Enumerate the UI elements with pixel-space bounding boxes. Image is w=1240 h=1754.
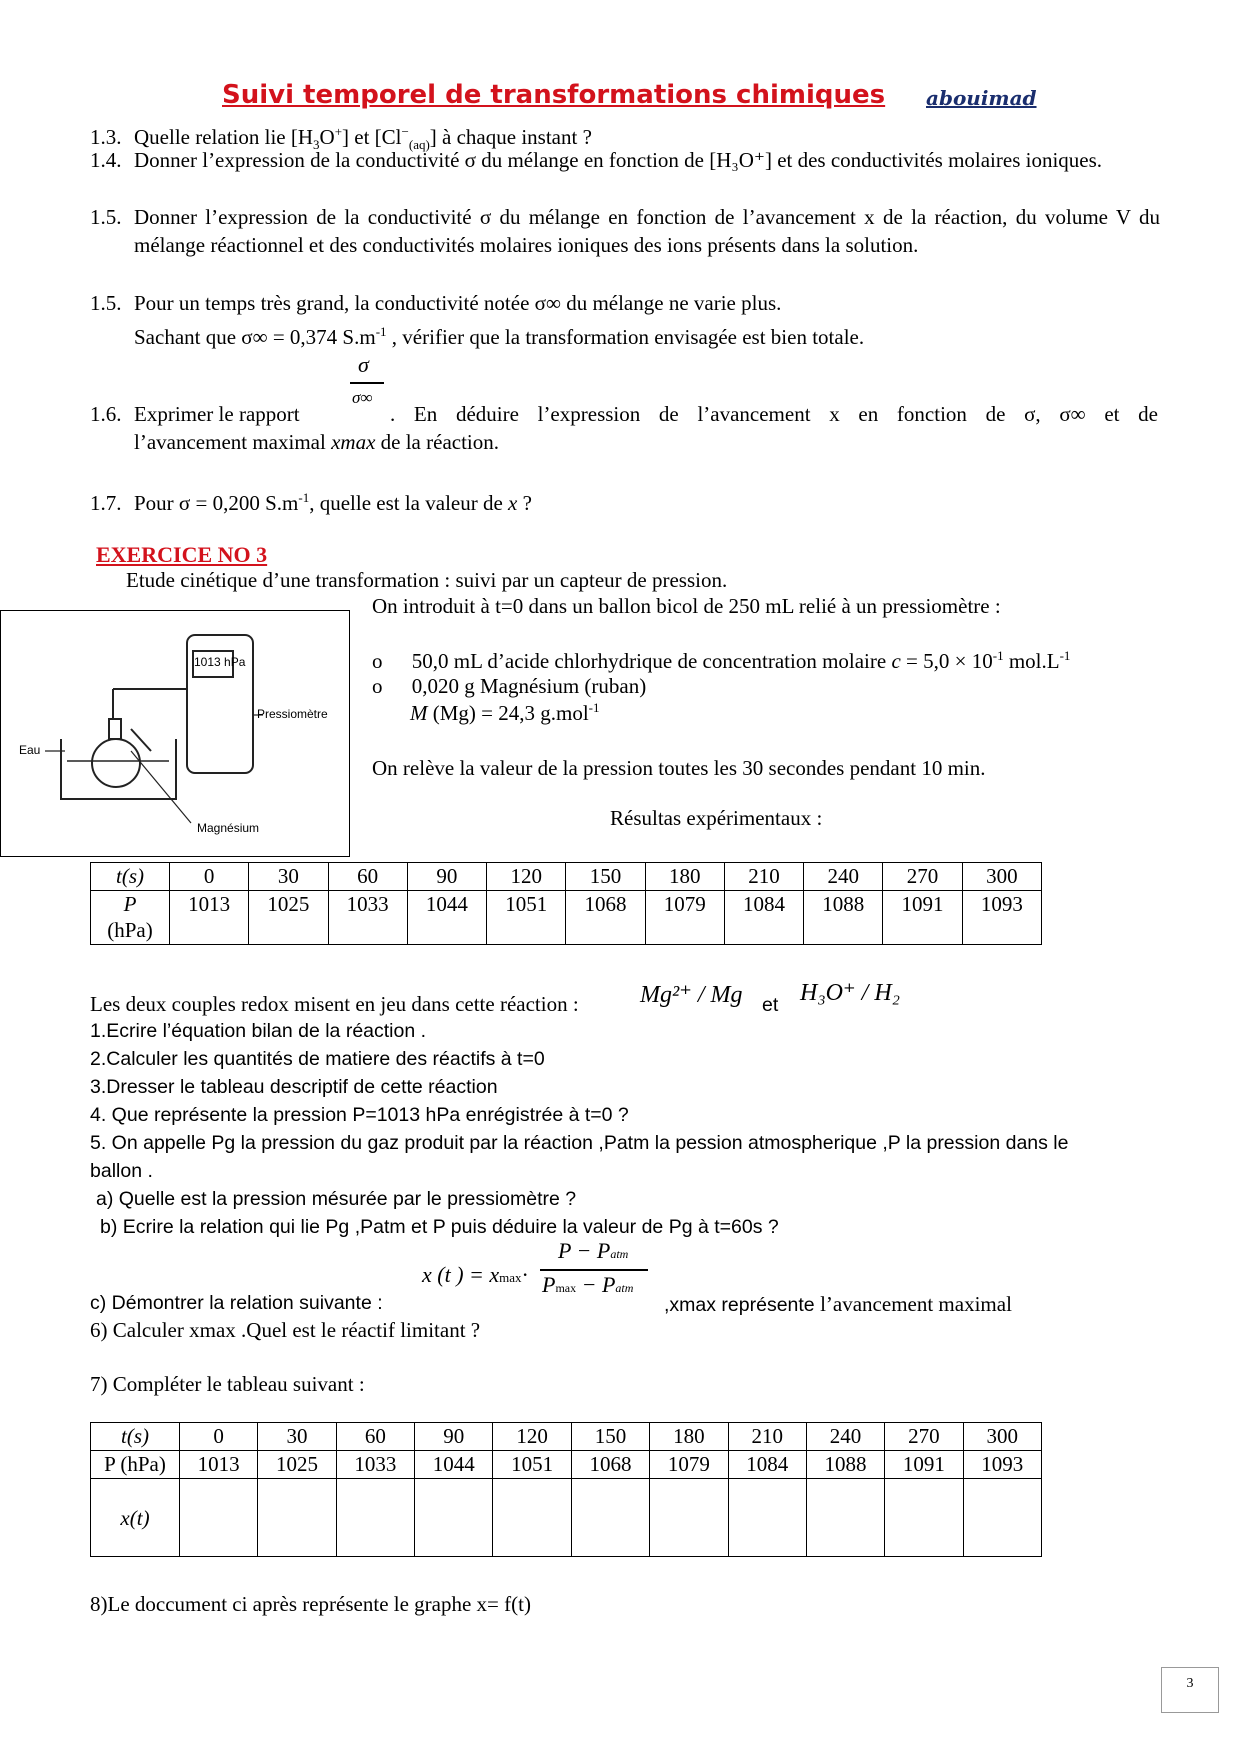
row-label-p-unit: (hPa): [107, 918, 153, 942]
page-number: 3: [1161, 1667, 1219, 1713]
q13-sub2: (aq): [408, 137, 430, 153]
table-cell: 1079: [650, 1451, 728, 1479]
formula-num-sub: atm: [610, 1247, 629, 1261]
redox-et: et: [762, 994, 779, 1016]
q17-c: ?: [517, 491, 532, 515]
question-number: 1.3.: [90, 125, 122, 149]
question-8: 8)Le doccument ci après représente le graphe x= f(t): [90, 1592, 531, 1616]
empty-cell[interactable]: [571, 1479, 649, 1557]
table-cell: 1013: [180, 1451, 258, 1479]
question-1-5b-line1: Pour un temps très grand, la conductivité notée σ∞ du mélange ne varie plus.: [134, 291, 782, 315]
bullet1-c: c: [891, 649, 901, 673]
bullet-hcl: [372, 648, 1070, 674]
formula-numerator: [558, 1238, 628, 1264]
empty-cell[interactable]: [963, 1479, 1041, 1557]
bullet1-sup1: -1: [992, 648, 1004, 663]
formula-den-sub1: max: [555, 1281, 577, 1295]
label-eau: Eau: [19, 743, 41, 757]
question-5-line2: ballon .: [90, 1160, 153, 1182]
table-cell: 1091: [883, 891, 962, 945]
label-pressiometre: Pressiomètre: [257, 707, 328, 721]
question-2: 2.Calculer les quantités de matiere des réactifs à t=0: [90, 1048, 545, 1070]
apparatus-figure: [0, 610, 350, 857]
table-cell: 1068: [571, 1451, 649, 1479]
flask-neck: [109, 719, 121, 739]
question-5b: b) Ecrire la relation qui lie Pg ,Patm et P puis déduire la valeur de Pg à t=60s ?: [100, 1216, 779, 1238]
measurement-text: On relève la valeur de la pression toutes les 30 secondes pendant 10 min.: [372, 756, 986, 780]
redox-couple-mg: Mg²⁺ / Mg: [640, 982, 743, 1008]
q13-text-b: O: [319, 125, 335, 149]
ratio-fraction-bar: [350, 382, 384, 384]
question-1-4-number: 1.4.: [90, 148, 122, 172]
question-1-6-number: 1.6.: [90, 402, 122, 426]
row-label-p: P (hPa): [91, 1451, 180, 1479]
question-5c-tail: [664, 1292, 1012, 1317]
bullet2-text: 0,020 g Magnésium (ruban): [411, 674, 647, 698]
q5c-tail-b: l’avancement maximal: [820, 1292, 1012, 1316]
table-cell: 1033: [336, 1451, 414, 1479]
table-cell: 300: [962, 863, 1041, 891]
question-1-5a-text: Donner l’expression de la conductivité σ du mélange en fonction de l’avancement x de la réaction, du volume V du mélange réactionnel et des conductivités molaires ioniques des ions présents dans la solution.: [134, 205, 1160, 257]
q16-line2-b: de la réaction.: [375, 430, 500, 454]
table-cell: 120: [493, 1423, 571, 1451]
table-cell: 60: [336, 1423, 414, 1451]
row-label-t: t(s): [91, 1423, 180, 1451]
table-cell: 0: [170, 863, 249, 891]
table-row: [91, 891, 1042, 945]
table-cell: 1093: [962, 891, 1041, 945]
table-cell: 1044: [415, 1451, 493, 1479]
table-cell: 1088: [804, 891, 883, 945]
bullet1-a: 50,0 mL d’acide chlorhydrique de concentration molaire: [411, 649, 892, 673]
table-cell: 1051: [493, 1451, 571, 1479]
question-1-5a-number: 1.5.: [90, 205, 122, 229]
empty-cell[interactable]: [180, 1479, 258, 1557]
formula-den-p: P: [542, 1272, 556, 1297]
author-brand: abouimad: [926, 86, 1037, 110]
q13-sup1: +: [334, 124, 343, 139]
table-cell: 240: [806, 1423, 884, 1451]
table-cell: 1091: [885, 1451, 963, 1479]
bullet-icon: o: [372, 674, 383, 698]
table-cell: 1084: [728, 1451, 806, 1479]
molar-mass-value: (Mg) = 24,3 g.mol: [427, 701, 589, 725]
table-cell: 180: [645, 863, 724, 891]
q13-sub1: 3: [313, 137, 320, 153]
table-cell: 90: [415, 1423, 493, 1451]
q17-b: , quelle est la valeur de: [309, 491, 509, 515]
table-cell: 1079: [645, 891, 724, 945]
question-5c: c) Démontrer la relation suivante :: [90, 1292, 383, 1314]
table-cell: 210: [724, 863, 803, 891]
ratio-denominator: σ∞: [352, 388, 373, 407]
table-cell: 1025: [249, 891, 328, 945]
empty-cell[interactable]: [258, 1479, 336, 1557]
bullet1-unit: mol.L: [1003, 649, 1060, 673]
table-cell: 1044: [407, 891, 486, 945]
table-row: [91, 863, 1042, 891]
exercise-heading: EXERCICE NO 3: [96, 542, 268, 567]
q15b-line2-b: , vérifier que la transformation envisagée est bien totale.: [386, 325, 865, 349]
table-cell: 210: [728, 1423, 806, 1451]
table-cell: 0: [180, 1423, 258, 1451]
table-cell: 30: [249, 863, 328, 891]
table-cell: 1088: [806, 1451, 884, 1479]
apparatus-diagram: [1, 611, 349, 856]
table-cell: 1084: [724, 891, 803, 945]
table-cell: 1033: [328, 891, 407, 945]
q13-sup2: −: [401, 124, 409, 139]
q13-text-a: Quelle relation lie [H: [134, 125, 314, 149]
row-label-p-symbol: P: [123, 892, 137, 916]
q17-number: 1.7.: [90, 491, 122, 515]
question-5a: a) Quelle est la pression mésurée par le pressiomètre ?: [96, 1188, 577, 1210]
bullet-magnesium: [372, 674, 646, 699]
question-1-5b-number: 1.5.: [90, 291, 122, 315]
empty-cell[interactable]: [806, 1479, 884, 1557]
question-5-line1: 5. On appelle Pg la pression du gaz produit par la réaction ,Patm la pession atmospherique ,P la pression dans le: [90, 1132, 1069, 1154]
q15b-sup: -1: [375, 324, 387, 339]
pressure-table: [90, 862, 1042, 945]
bullet1-sup2: -1: [1059, 648, 1071, 663]
table-cell: 30: [258, 1423, 336, 1451]
page-title: Suivi temporel de transformations chimiques: [222, 80, 886, 110]
formula-num-text: P − P: [558, 1238, 611, 1263]
row-label-x: x(t): [91, 1479, 180, 1557]
bullet1-value: = 5,0 × 10: [900, 649, 993, 673]
results-label: Résultas expérimentaux :: [610, 806, 823, 830]
empty-cell[interactable]: [728, 1479, 806, 1557]
q15b-line2-a: Sachant que σ∞ = 0,374 S.m: [134, 325, 376, 349]
formula-lhs-sub: max: [499, 1270, 522, 1285]
ratio-numerator: σ: [358, 352, 369, 377]
row-label-t: t(s): [91, 863, 170, 891]
question-1-6-text-a: Exprimer le rapport: [134, 402, 300, 426]
table-cell: 1051: [487, 891, 566, 945]
completion-table: [90, 1422, 1042, 1557]
table-cell: 240: [804, 863, 883, 891]
question-1-6-text-b: . En déduire l’expression de l’avancement x en fonction de σ, σ∞ et de: [390, 402, 1158, 426]
table-cell: 120: [487, 863, 566, 891]
table-cell: 150: [571, 1423, 649, 1451]
table-cell: 180: [650, 1423, 728, 1451]
redox-couple-h3o: H₃O⁺ / H₂: [800, 980, 901, 1006]
question-6: 6) Calculer xmax .Quel est le réactif limitant ?: [90, 1318, 481, 1342]
formula-lhs: x (t ) = xmax·: [422, 1262, 529, 1287]
table-row: [91, 1451, 1042, 1479]
q17-sup: -1: [298, 490, 310, 505]
empty-cell[interactable]: [336, 1479, 414, 1557]
gauge-reading: 1013 hPa: [194, 655, 246, 669]
formula-fraction-bar: [540, 1269, 648, 1271]
table-cell: 150: [566, 863, 645, 891]
table-cell: 270: [883, 863, 962, 891]
table-cell: 1025: [258, 1451, 336, 1479]
exercise-intro: Etude cinétique d’une transformation : suivi par un capteur de pression.: [126, 568, 728, 592]
q5c-tail-a: ,xmax représente: [664, 1294, 821, 1316]
q17-a: Pour σ = 0,200 S.m: [134, 491, 299, 515]
flask: [92, 739, 140, 787]
table-row: [91, 1479, 1042, 1557]
formula-denominator: [542, 1272, 633, 1298]
molar-mass-symbol: M: [410, 701, 428, 725]
empty-cell[interactable]: [650, 1479, 728, 1557]
formula-lhs-text: x (t ) = x: [422, 1262, 500, 1287]
row-label-p: [91, 891, 170, 945]
table-cell: 1068: [566, 891, 645, 945]
table-cell: 1093: [963, 1451, 1041, 1479]
formula-den-sub2: atm: [615, 1281, 634, 1295]
water-bath: [61, 739, 176, 799]
molar-mass-sup: -1: [588, 700, 600, 715]
question-1: 1.Ecrire l’équation bilan de la réaction .: [90, 1020, 427, 1042]
table-cell: 270: [885, 1423, 963, 1451]
q17-var: x: [508, 491, 518, 515]
question-1-5b-line2: [134, 318, 864, 351]
exercise-setup: On introduit à t=0 dans un ballon bicol de 250 mL relié à un pressiomètre :: [372, 594, 1001, 618]
q16-xmax: xmax: [331, 430, 376, 454]
table-cell: 60: [328, 863, 407, 891]
table-cell: 300: [963, 1423, 1041, 1451]
q16-line2-a: l’avancement maximal: [134, 430, 332, 454]
empty-cell[interactable]: [493, 1479, 571, 1557]
redox-couples-text: Les deux couples redox misent en jeu dans cette réaction :: [90, 992, 579, 1016]
label-magnesium: Magnésium: [197, 821, 260, 835]
formula-den-mid: − P: [576, 1272, 616, 1297]
question-1-4-text: Donner l’expression de la conductivité σ du mélange en fonction de [H₃O⁺] et des conductivités molaires ioniques.: [134, 148, 1103, 172]
question-1-7: [90, 484, 532, 517]
question-3: 3.Dresser le tableau descriptif de cette réaction: [90, 1076, 498, 1098]
question-1-6-line2: [134, 428, 499, 456]
q13-text-c: ] et [Cl: [342, 125, 402, 149]
q13-text-d: ] à chaque instant ?: [429, 125, 592, 149]
question-4: 4. Que représente la pression P=1013 hPa enrégistrée à t=0 ?: [90, 1104, 629, 1126]
question-7: 7) Compléter le tableau suivant :: [90, 1372, 365, 1396]
table-row: [91, 1423, 1042, 1451]
empty-cell[interactable]: [415, 1479, 493, 1557]
empty-cell[interactable]: [885, 1479, 963, 1557]
bullet-icon: o: [372, 649, 383, 673]
table-cell: 1013: [170, 891, 249, 945]
table-cell: 90: [407, 863, 486, 891]
molar-mass: [410, 700, 600, 726]
